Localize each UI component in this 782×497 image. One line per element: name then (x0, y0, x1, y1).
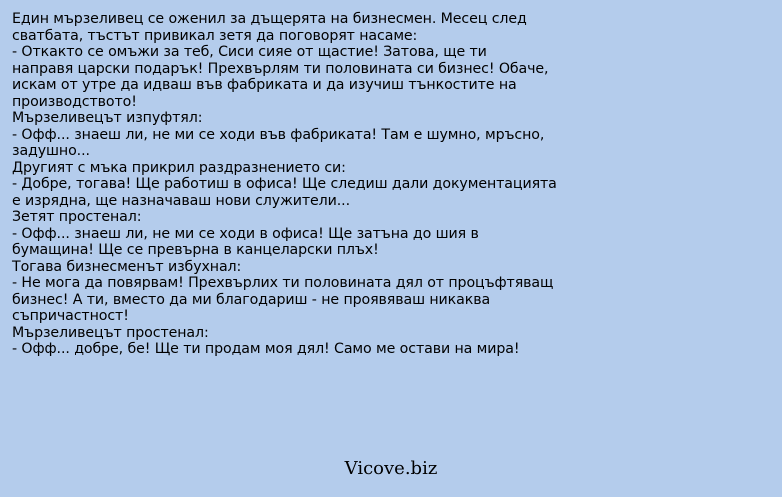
joke-line: Мързеливецът изпуфтял: (12, 110, 203, 126)
joke-line: Мързеливецът простенал: (12, 324, 209, 341)
site-watermark: Vicove.biz (344, 458, 438, 479)
joke-text (12, 11, 774, 358)
joke-line: - Добре, тогава! Ще работиш в офиса! Ще следиш дали документацията (12, 176, 557, 192)
joke-line: е изрядна, ще назначаваш нови служители... (12, 192, 350, 209)
joke-line: - Офф... знаеш ли, не ми се ходи във фабриката! Там е шумно, мръсно, (12, 126, 545, 143)
joke-line: направя царски подарък! Прехвърлям ти половината си бизнес! Обаче, (12, 60, 549, 77)
joke-line: - Офф... знаеш ли, не ми се ходи в офиса! Ще затъна до шия в (12, 225, 479, 242)
joke-line: - Не мога да повярвам! Прехвърлих ти половината дял от процъфтяващ (12, 275, 554, 291)
joke-line: - Офф... добре, бе! Ще ти продам моя дял! Само ме остави на мира! (12, 341, 520, 357)
joke-line: производството! (12, 93, 137, 110)
joke-line: Другият с мъка прикрил раздразнението си: (12, 159, 346, 176)
joke-line: Зетят простенал: (12, 209, 142, 225)
joke-line: - Откакто се омъжи за теб, Сиси сияе от щастие! Затова, ще ти (12, 44, 487, 60)
joke-line: сватбата, тъстът привикал зетя да поговорят насаме: (12, 27, 418, 44)
joke-line: бизнес! А ти, вместо да ми благодариш - не проявяваш никаква (12, 291, 491, 308)
joke-line: бумащина! Ще се превърна в канцеларски плъх! (12, 242, 379, 258)
joke-line: Един мързеливец се оженил за дъщерята на бизнесмен. Месец след (12, 11, 527, 27)
joke-line: искам от утре да идваш във фабриката и да изучиш тънкостите на (12, 77, 517, 93)
joke-line: Тогава бизнесменът избухнал: (12, 258, 242, 275)
joke-line: съпричастност! (12, 308, 129, 324)
joke-line: задушно... (12, 143, 90, 159)
